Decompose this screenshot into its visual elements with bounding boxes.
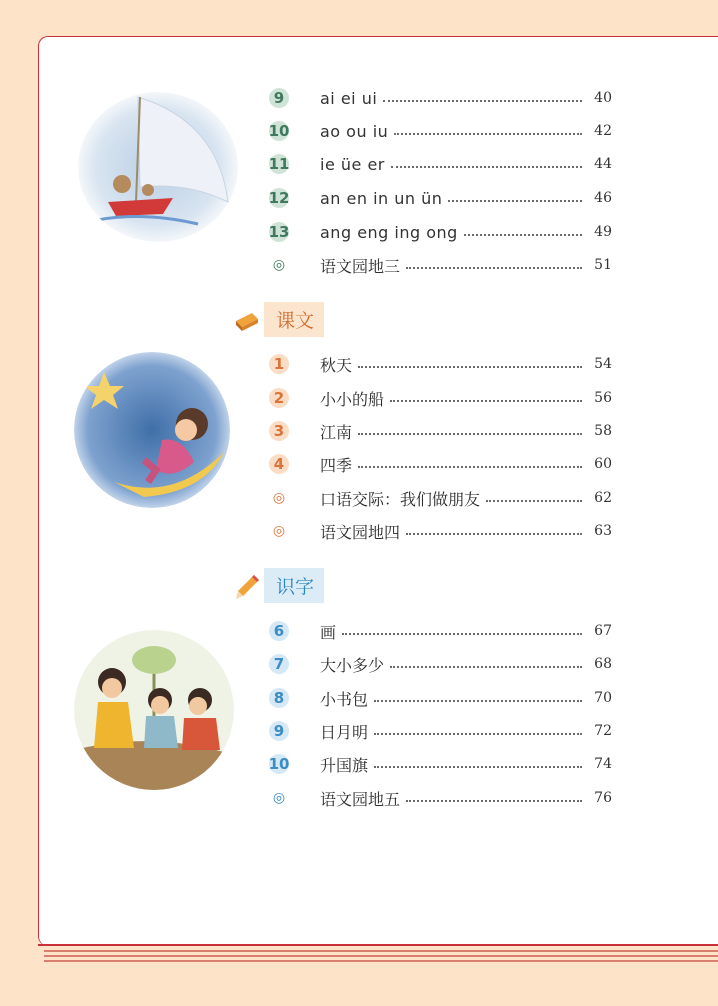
section-title: 识字 (264, 568, 324, 603)
lesson-title: 日月明 (320, 722, 369, 742)
dot-leader (406, 267, 582, 269)
lesson-number: 10 (268, 755, 290, 773)
section-header-shizi (234, 568, 324, 603)
page-number: 68 (594, 656, 612, 672)
lesson-number: 7 (262, 652, 296, 676)
lesson-title: 四季 (320, 455, 353, 475)
page-number: 67 (594, 623, 612, 639)
dot-leader (406, 533, 582, 535)
lesson-number: 6 (262, 619, 296, 643)
lesson-title: ao ou iu (320, 121, 389, 141)
lesson-title: 小小的船 (320, 389, 385, 409)
toc-row-kouyu-jiaoji[interactable] (262, 486, 612, 510)
page-edge-line (44, 960, 718, 962)
moon-girl-illustration (74, 352, 230, 508)
dot-leader (374, 733, 582, 735)
lesson-number: 4 (262, 452, 296, 476)
toc-row-shizi-10[interactable] (262, 752, 612, 776)
lesson-title: an en in un ün (320, 188, 443, 208)
toc-row-kewen-1[interactable] (262, 352, 612, 376)
page-number: 58 (594, 423, 612, 439)
dot-leader (383, 100, 582, 102)
toc-row-shizi-9[interactable] (262, 719, 612, 743)
toc-row-shizi-8[interactable] (262, 686, 612, 710)
page-number: 51 (594, 257, 612, 273)
dot-leader (406, 800, 582, 802)
dot-leader (358, 466, 582, 468)
page-number: 72 (594, 723, 612, 739)
dot-leader (486, 500, 582, 502)
lesson-title: 秋天 (320, 355, 353, 375)
book-icon (234, 309, 260, 337)
dot-leader (358, 433, 582, 435)
toc-row-pinyin-9[interactable] (262, 86, 612, 110)
toc-row-kewen-2[interactable] (262, 386, 612, 410)
toc-row-yuwen-yuandi-3[interactable] (262, 253, 612, 277)
dot-leader (394, 133, 582, 135)
lesson-title: 升国旗 (320, 755, 369, 775)
circle-marker-icon: ◎ (272, 790, 286, 806)
lesson-number: 9 (262, 86, 296, 110)
page-number: 44 (594, 156, 612, 172)
dot-leader (390, 400, 582, 402)
lesson-title: 小书包 (320, 689, 369, 709)
dot-leader (390, 666, 582, 668)
kids-planting-illustration (74, 630, 234, 790)
sailboat-illustration (78, 92, 238, 242)
toc-row-shizi-6[interactable] (262, 619, 612, 643)
lesson-title: 语文园地三 (320, 256, 401, 276)
toc-row-yuwen-yuandi-5[interactable] (262, 786, 612, 810)
dot-leader (374, 766, 582, 768)
toc-row-pinyin-12[interactable] (262, 186, 612, 210)
toc-row-kewen-3[interactable] (262, 419, 612, 443)
lesson-number: 10 (268, 122, 290, 140)
lesson-title: ai ei ui (320, 88, 378, 108)
toc-row-pinyin-10[interactable] (262, 119, 612, 143)
toc-row-pinyin-11[interactable] (262, 152, 612, 176)
lesson-number: 1 (262, 352, 296, 376)
lesson-number: 2 (262, 386, 296, 410)
dot-leader (391, 166, 582, 168)
page-number: 60 (594, 456, 612, 472)
lesson-title: 大小多少 (320, 655, 385, 675)
lesson-number: 3 (262, 419, 296, 443)
page-number: 70 (594, 690, 612, 706)
lesson-number: 9 (262, 719, 296, 743)
page-number: 42 (594, 123, 612, 139)
page-number: 49 (594, 224, 612, 240)
lesson-title: 江南 (320, 422, 353, 442)
page-number: 54 (594, 356, 612, 372)
toc-row-pinyin-13[interactable] (262, 220, 612, 244)
page-number: 74 (594, 756, 612, 772)
lesson-title: 画 (320, 622, 337, 642)
dot-leader (342, 633, 582, 635)
pencil-icon (234, 573, 260, 603)
page-edge-line (44, 950, 718, 952)
lesson-title: 语文园地四 (320, 522, 401, 542)
lesson-title: ang eng ing ong (320, 222, 458, 242)
section-header-kewen (234, 302, 324, 337)
page-bottom-edge (38, 944, 718, 946)
lesson-title: ie üe er (320, 154, 385, 174)
page-edge-line (44, 955, 718, 957)
lesson-title: 语文园地五 (320, 789, 401, 809)
page-number: 40 (594, 90, 612, 106)
page-number: 76 (594, 790, 612, 806)
toc-row-yuwen-yuandi-4[interactable] (262, 519, 612, 543)
lesson-number: 13 (268, 223, 290, 241)
page-number: 46 (594, 190, 612, 206)
page-number: 56 (594, 390, 612, 406)
toc-row-kewen-4[interactable] (262, 452, 612, 476)
page-number: 62 (594, 490, 612, 506)
dot-leader (464, 234, 582, 236)
lesson-number: 8 (262, 686, 296, 710)
dot-leader (374, 700, 582, 702)
circle-marker-icon: ◎ (272, 523, 286, 539)
circle-marker-icon: ◎ (272, 490, 286, 506)
dot-leader (448, 200, 582, 202)
dot-leader (358, 366, 582, 368)
page-number: 63 (594, 523, 612, 539)
section-title: 课文 (264, 302, 324, 337)
lesson-number: 11 (268, 155, 290, 173)
lesson-number: 12 (268, 189, 290, 207)
circle-marker-icon: ◎ (272, 257, 286, 273)
lesson-title: 口语交际：我们做朋友 (320, 489, 481, 509)
toc-row-shizi-7[interactable] (262, 652, 612, 676)
